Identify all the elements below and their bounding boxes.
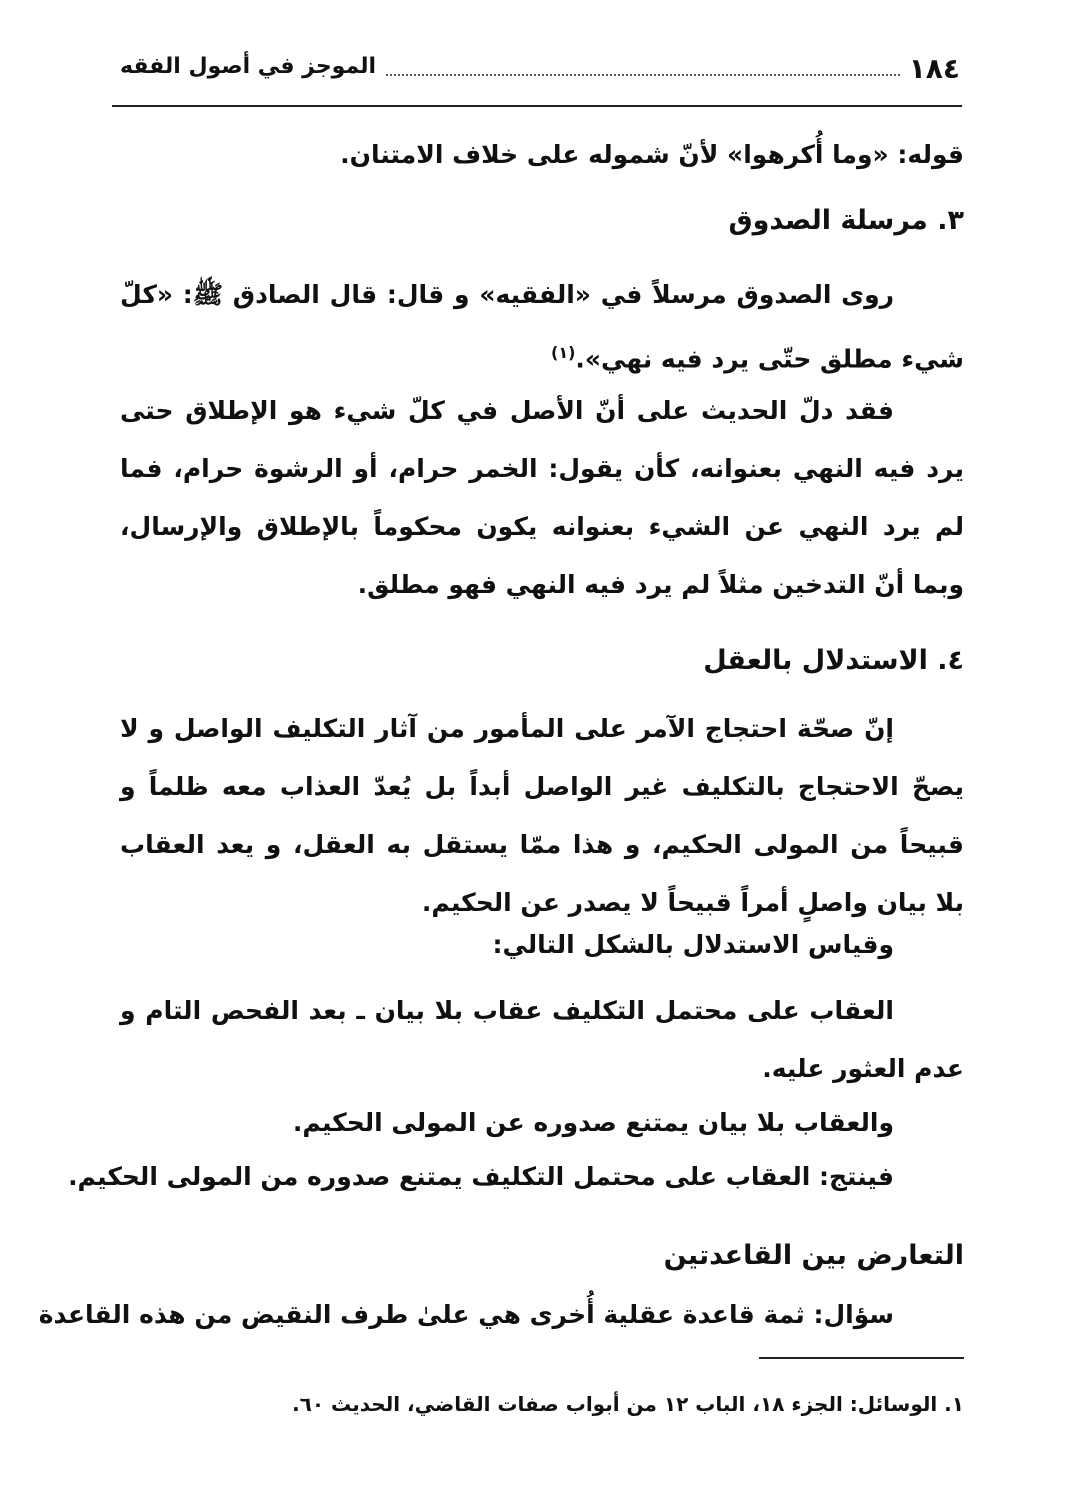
paragraph-premise-major: والعقاب بلا بيان يمتنع صدوره عن المولى الحكيم. xyxy=(292,1108,894,1137)
section-heading-4: ٤. الاستدلال بالعقل xyxy=(703,645,964,676)
book-title: الموجز في أصول الفقه xyxy=(120,54,384,79)
footnote-marker: (١) xyxy=(551,343,576,362)
paragraph-premise-minor: العقاب على محتمل التكليف عقاب بلا بيان ـ بعد الفحص التام و عدم العثور عليه. xyxy=(120,996,964,1083)
page-number: ١٨٤ xyxy=(908,52,960,85)
section-heading-conflict: التعارض بين القاعدتين xyxy=(663,1240,964,1271)
paragraph-question: سؤال: ثمة قاعدة عقلية أُخرى هي علىٰ طرف النقيض من هذه القاعدة xyxy=(38,1300,894,1329)
header-dot-leader xyxy=(310,74,900,76)
paragraph-syllogism-intro: وقياس الاستدلال بالشكل التالي: xyxy=(492,930,894,959)
footnote-text: ١. الوسائل: الجزء ١٨، الباب ١٢ من أبواب صفات القاضي، الحديث ٦٠. xyxy=(292,1392,964,1416)
paragraph-conclusion: فينتج: العقاب على محتمل التكليف يمتنع صدوره من المولى الحكيم. xyxy=(68,1162,894,1191)
paragraph-hadith-explanation: فقد دلّ الحديث على أنّ الأصل في كلّ شيء هو الإطلاق حتى يرد فيه النهي بعنوانه، كأن يقول: الخمر حرام، أو الرشوة حرام، فما لم يرد النهي عن الشيء بعنوانه يكون محكوماً بالإطلاق والإرسال، وبما أنّ التدخين مثلاً لم يرد فيه النهي فهو مطلق. xyxy=(120,396,964,599)
paragraph-quote-line: قوله: «وما أُكرهوا» لأنّ شموله على خلاف الامتنان. xyxy=(340,140,964,169)
section-heading-3: ٣. مرسلة الصدوق xyxy=(728,205,964,236)
running-header xyxy=(120,52,960,92)
paragraph-saduq-narration xyxy=(120,266,964,388)
paragraph-rational-argument: إنّ صحّة احتجاج الآمر على المأمور من آثار التكليف الواصل و لا يصحّ الاحتجاج بالتكليف غير الواصل أبداً بل يُعدّ العذاب معه ظلماً و قبيحاً من المولى الحكيم، و هذا ممّا يستقل به العقل، و يعد العقاب بلا بيان واصلٍ أمراً قبيحاً لا يصدر عن الحكيم. xyxy=(120,714,964,917)
footnote-rule xyxy=(759,1357,964,1359)
paragraph-saduq-text: روى الصدوق مرسلاً في «الفقيه» و قال: قال الصادق ﷺ: «كلّ شيء مطلق حتّى يرد فيه نهي». xyxy=(120,280,964,374)
header-rule xyxy=(112,105,962,107)
